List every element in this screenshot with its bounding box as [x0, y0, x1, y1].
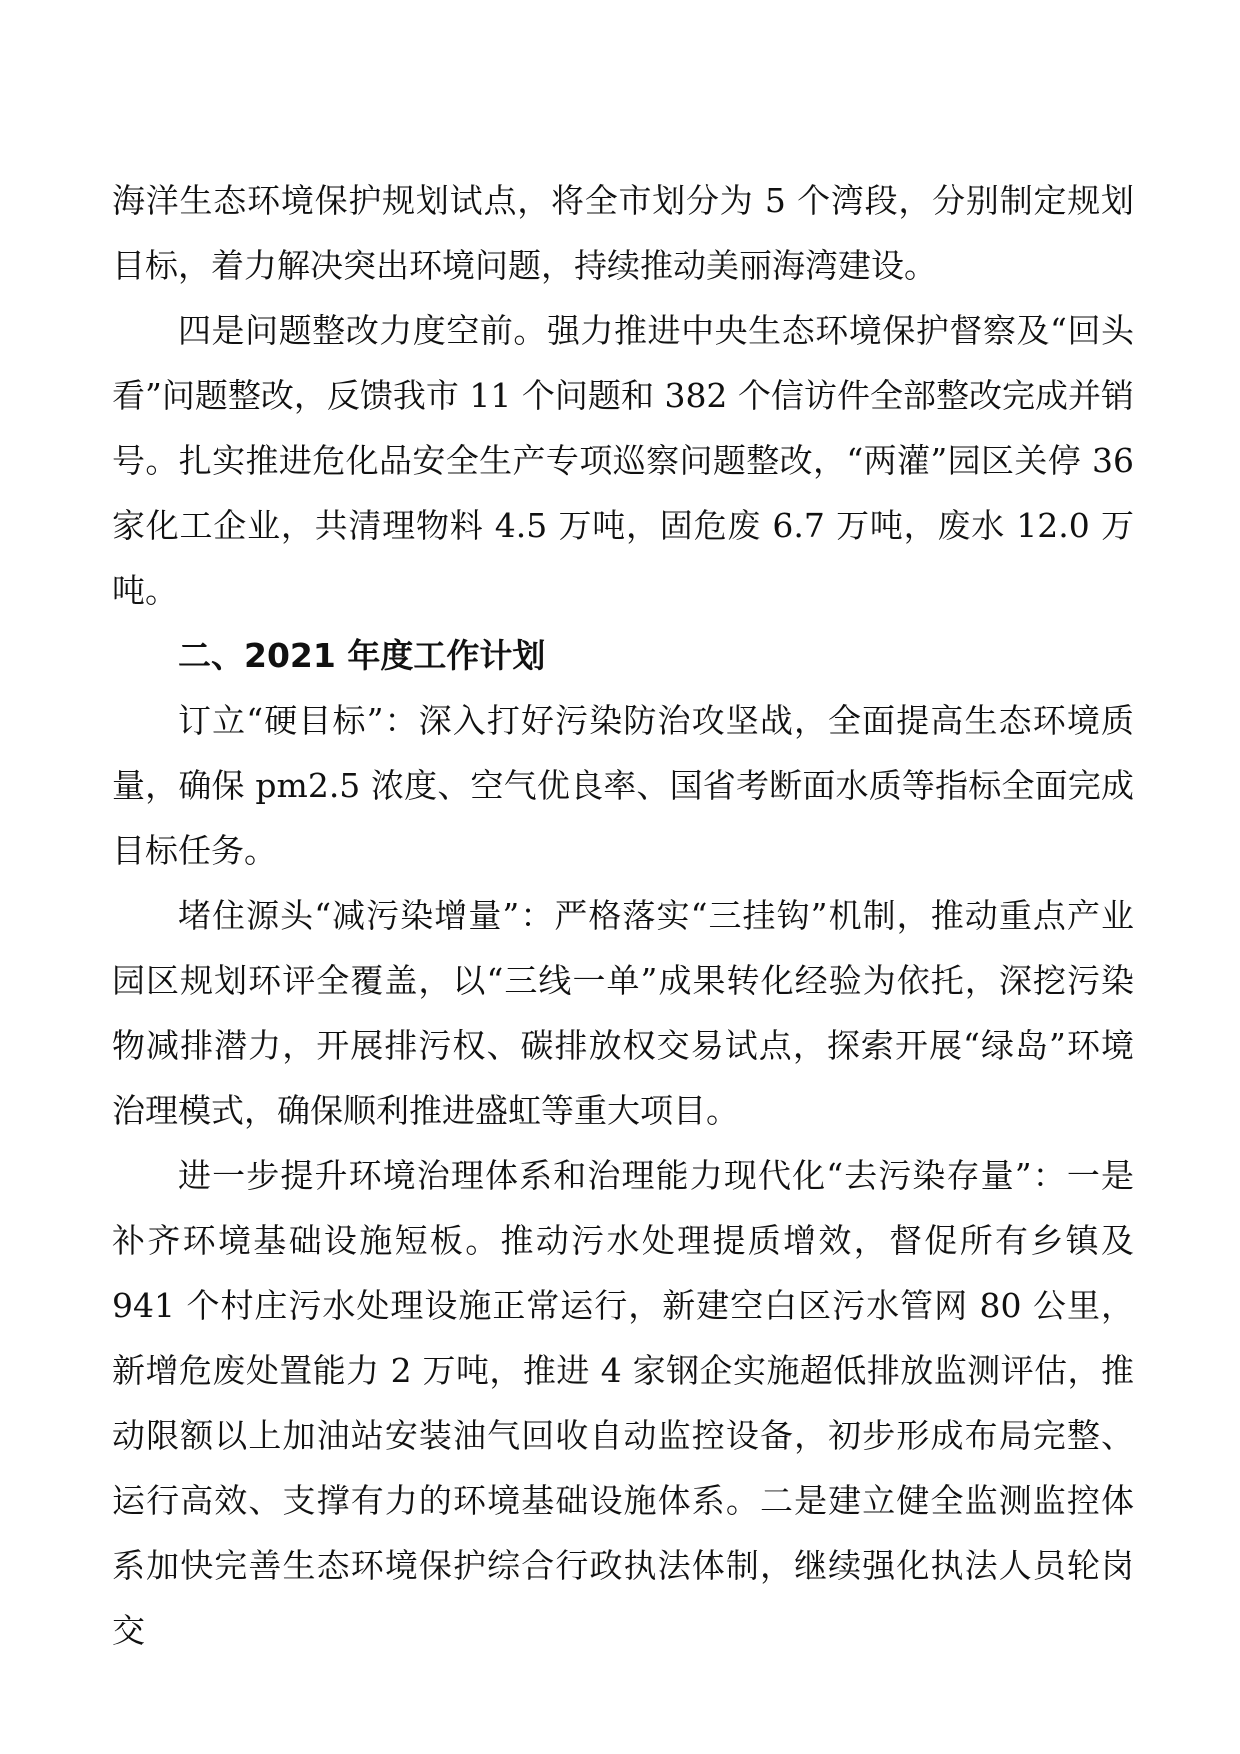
paragraph-governance: 进一步提升环境治理体系和治理能力现代化“去污染存量”：一是补齐环境基础设施短板。推动污水处理提质增效，督促所有乡镇及 941 个村庄污水处理设施正常运行，新建空白区污水管网 80 公里，新增危废处置能力 2 万吨，推进 4 家钢企实施超低排放监测评估，推动限额以上加油站安装油气回收自动监控设备，初步形成布局完整、运行高效、支撑有力的环境基础设施体系。二是建立健全监测监控体系加快完善生态环境保护综合行政执法体制，继续强化执法人员轮岗交 — [112, 1156, 1134, 1650]
paragraph-source-control: 堵住源头“减污染增量”：严格落实“三挂钩”机制，推动重点产业园区规划环评全覆盖，以“三线一单”成果转化经验为依托，深挖污染物减排潜力，开展排污权、碳排放权交易试点，探索开展“绿岛”环境治理模式，确保顺利推进盛虹等重大项目。 — [112, 896, 1134, 1130]
paragraph-continuation: 海洋生态环境保护规划试点，将全市划分为 5 个湾段，分别制定规划目标，着力解决突出环境问题，持续推动美丽海湾建设。 — [112, 181, 1134, 285]
paragraph-rectification: 四是问题整改力度空前。强力推进中央生态环境保护督察及“回头看”问题整改，反馈我市 11 个问题和 382 个信访件全部整改完成并销号。扎实推进危化品安全生产专项巡察问题整改，“两灌”园区关停 36 家化工企业，共清理物料 4.5 万吨，固危废 6.7 万吨，废水 12.0 万吨。 — [112, 311, 1134, 610]
section-heading: 二、2021 年度工作计划 — [178, 636, 546, 675]
paragraph-hard-targets: 订立“硬目标”：深入打好污染防治攻坚战，全面提高生态环境质量，确保 pm2.5 浓度、空气优良率、国省考断面水质等指标全面完成目标任务。 — [112, 701, 1134, 870]
document-page — [112, 168, 1134, 1663]
